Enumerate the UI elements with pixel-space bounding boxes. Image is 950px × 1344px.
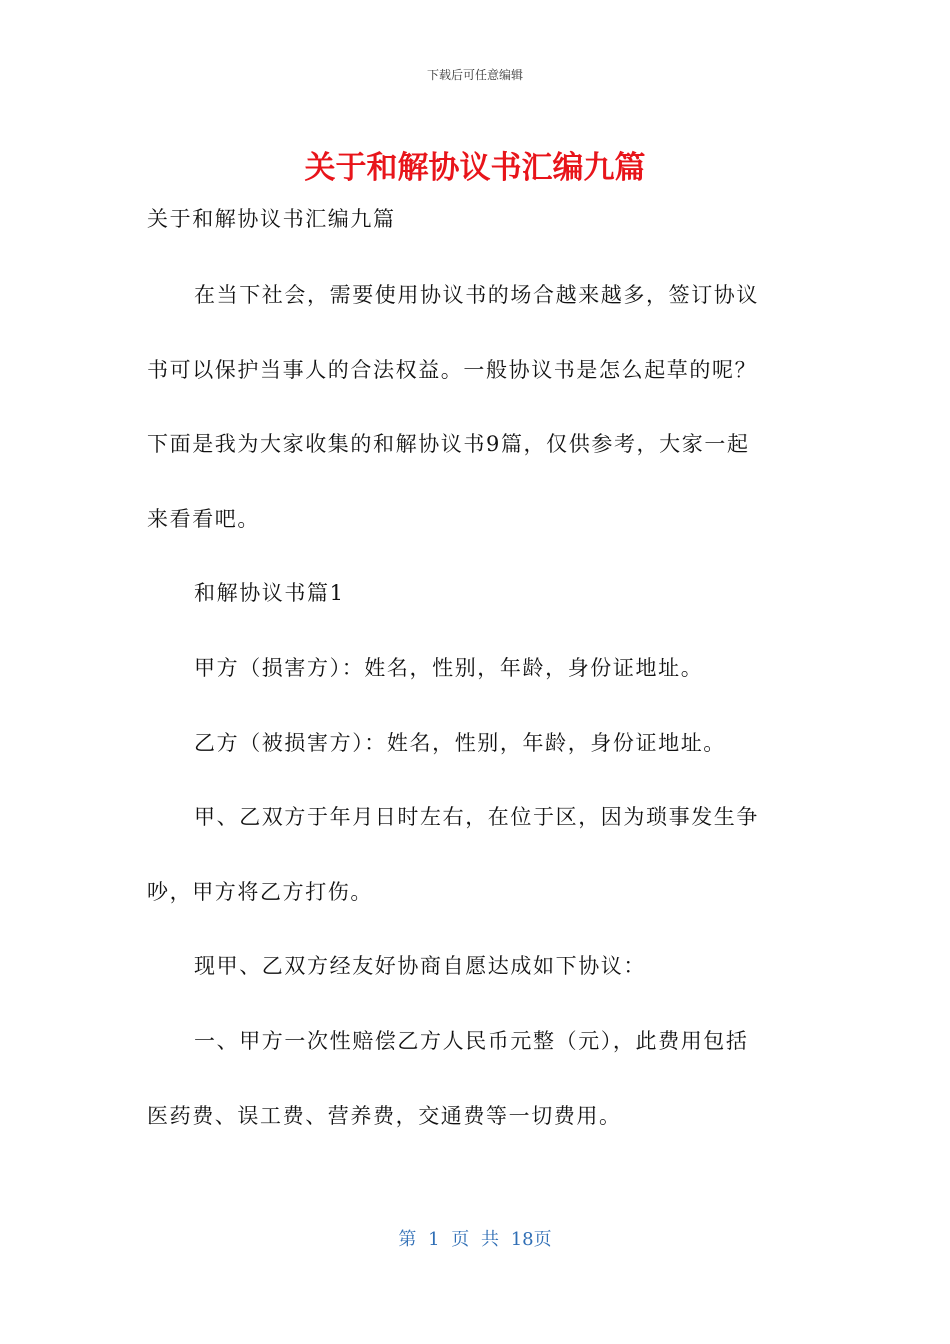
paragraph-line: 甲方（损害方）：姓名，性别，年龄，身份证地址。 xyxy=(194,656,704,680)
section-heading: 和解协议书篇1 xyxy=(194,581,345,605)
paragraph-line: 在当下社会，需要使用协议书的场合越来越多，签订协议 xyxy=(194,283,759,307)
paragraph-line: 一、甲方一次性赔偿乙方人民币元整（元），此费用包括 xyxy=(194,1029,749,1053)
paragraph-line: 现甲、乙双方经友好协商自愿达成如下协议： xyxy=(194,954,646,978)
document-title: 关于和解协议书汇编九篇 xyxy=(304,150,646,186)
page-number: 第 1 页 共 18页 xyxy=(398,1229,552,1250)
subtitle-line: 关于和解协议书汇编九篇 xyxy=(147,207,396,231)
paragraph-line: 乙方（被损害方）：姓名，性别，年龄，身份证地址。 xyxy=(194,731,726,755)
download-note: 下载后可任意编辑 xyxy=(426,68,523,82)
paragraph-line: 下面是我为大家收集的和解协议书9篇，仅供参考，大家一起 xyxy=(147,432,750,456)
paragraph-line: 吵，甲方将乙方打伤。 xyxy=(147,880,373,904)
paragraph-line: 医药费、误工费、营养费，交通费等一切费用。 xyxy=(147,1104,622,1128)
paragraph-line: 来看看吧。 xyxy=(147,507,260,531)
paragraph-line: 甲、乙双方于年月日时左右，在位于区，因为琐事发生争 xyxy=(194,805,759,829)
paragraph-line: 书可以保护当事人的合法权益。一般协议书是怎么起草的呢？ xyxy=(147,358,758,382)
